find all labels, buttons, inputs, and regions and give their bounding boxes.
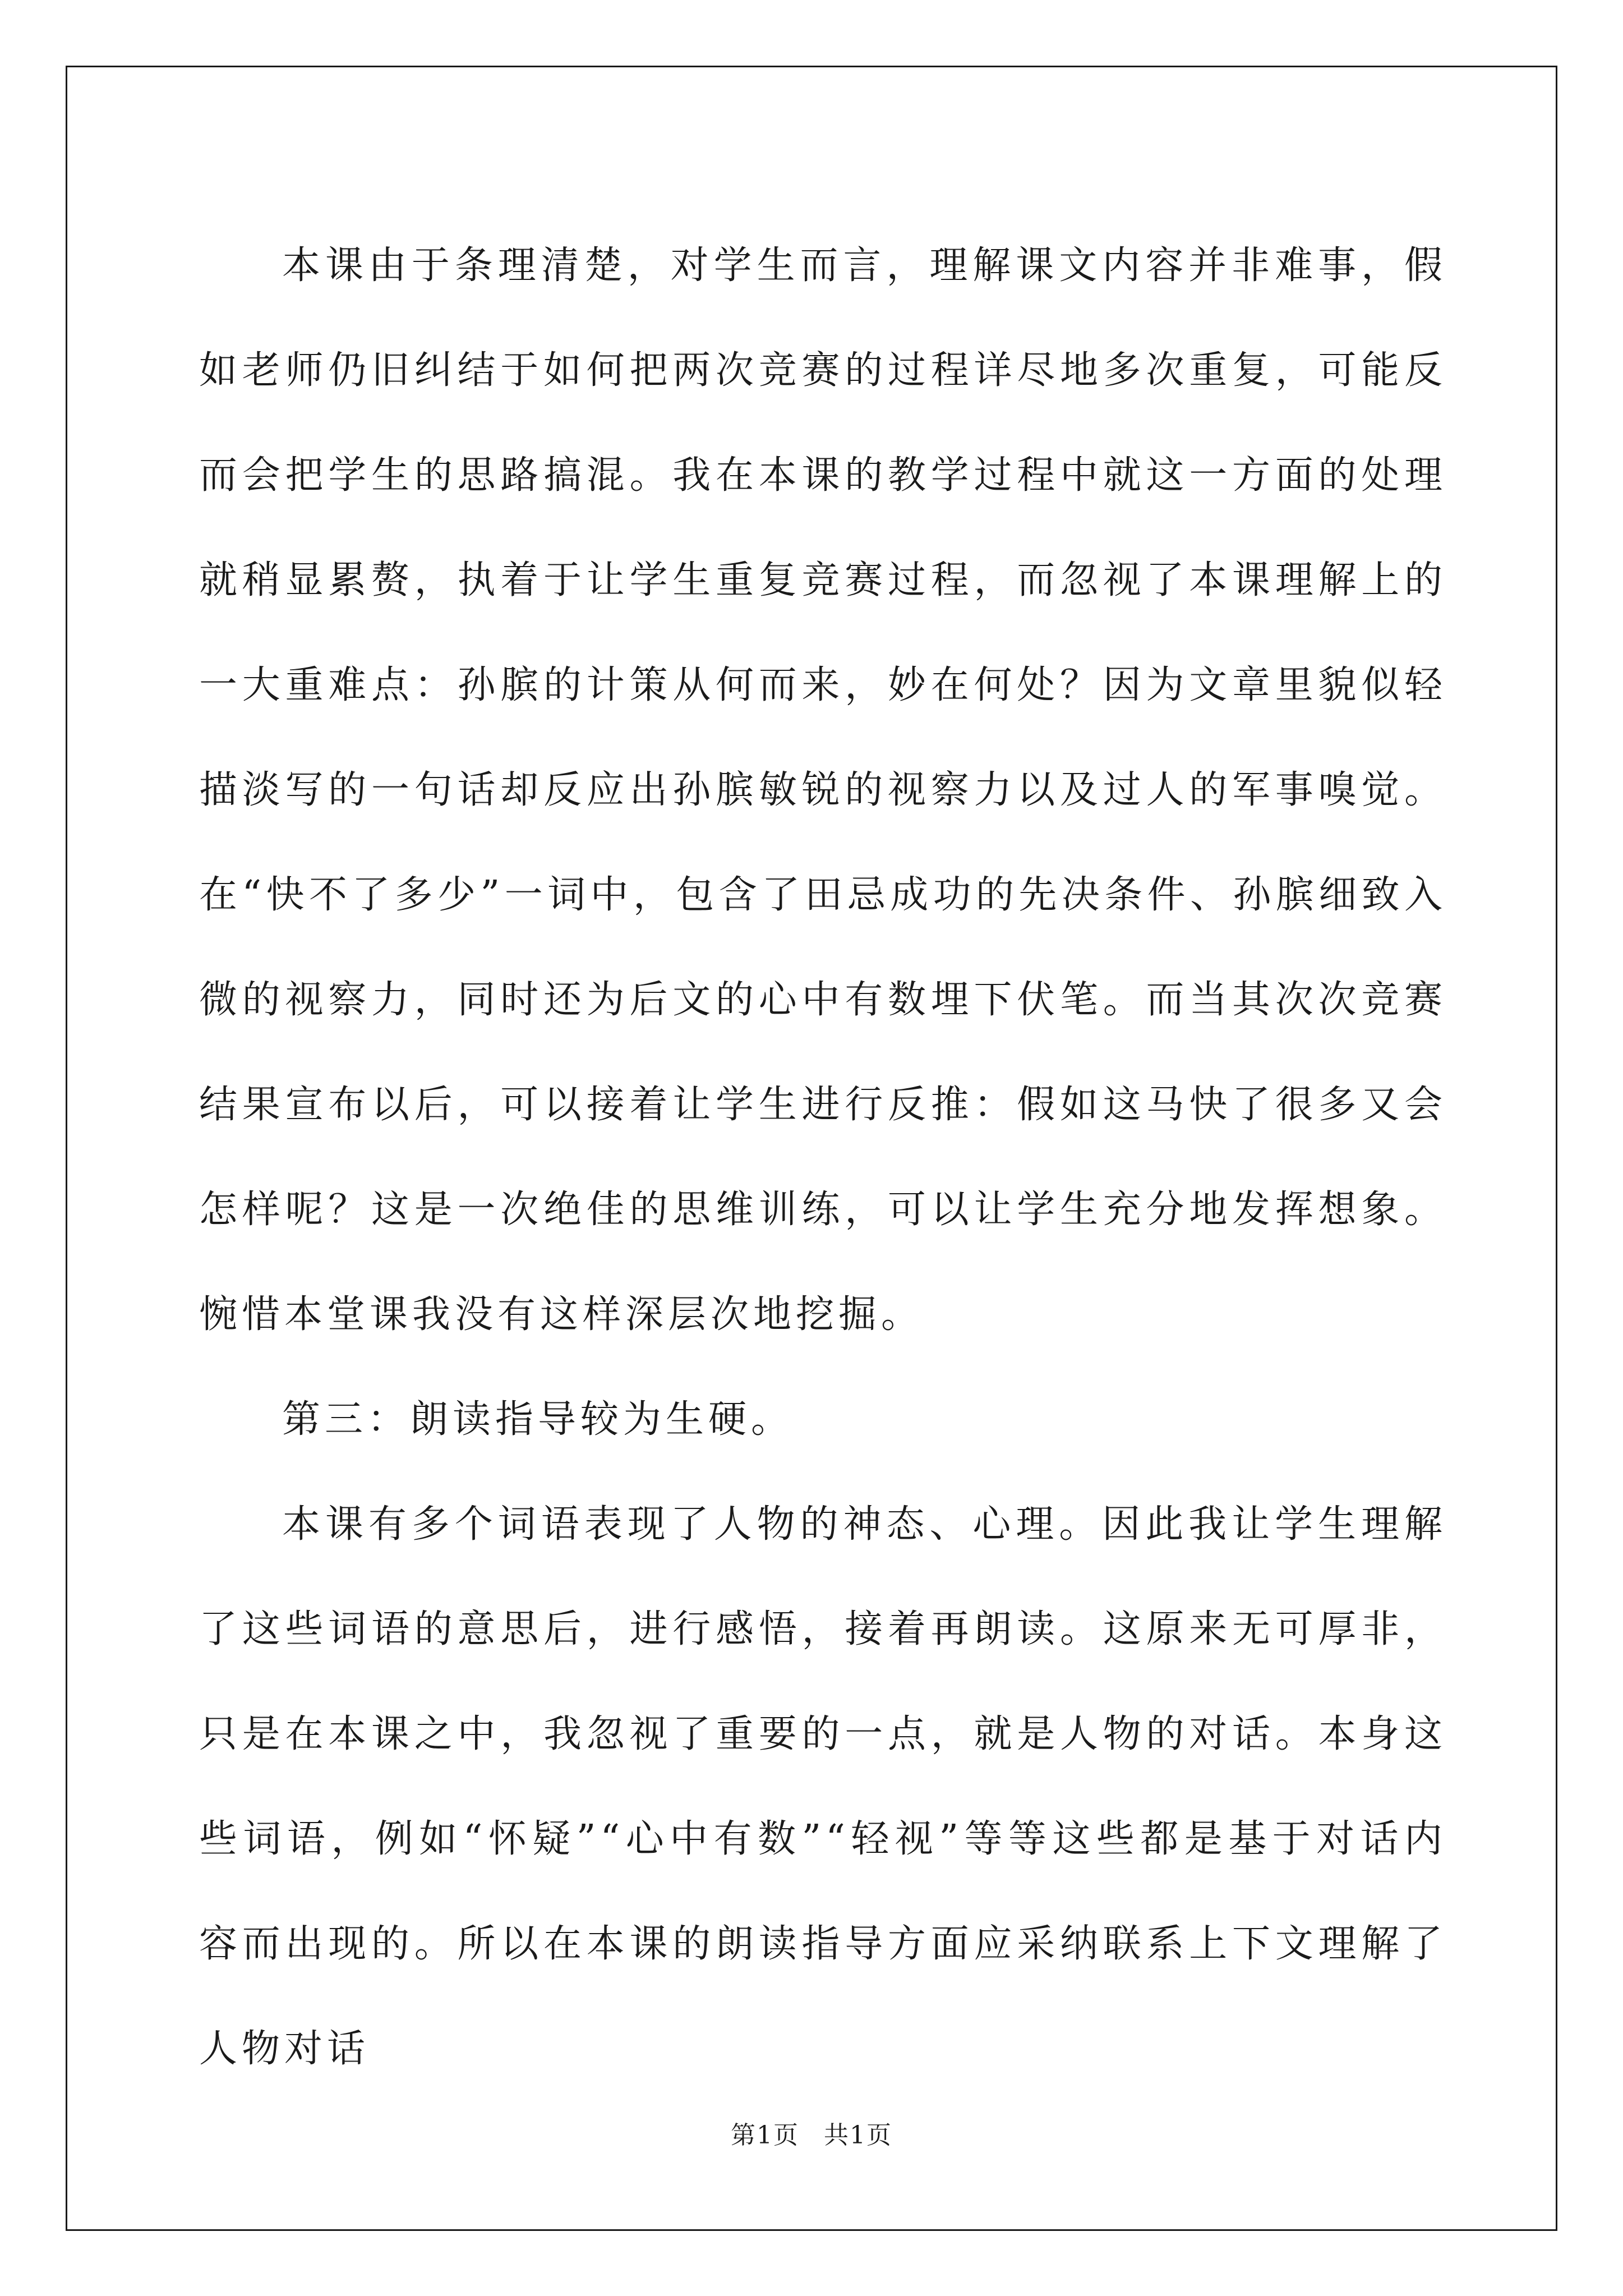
page-total: 共1页	[824, 2121, 892, 2150]
paragraph: 本课有多个词语表现了人物的神态、心理。因此我让学生理解了这些词语的意思后，进行感悟，接着再朗读。这原来无可厚非，只是在本课之中，我忽视了重要的一点，就是人物的对话。本身这些词语，例如“怀疑”“心中有数”“轻视”等等这些都是基于对话内容而出现的。所以在本课的朗读指导方面应采纳联系上下文理解了人物对话	[199, 1502, 1447, 2071]
paragraph: 本课由于条理清楚，对学生而言，理解课文内容并非难事，假如老师仍旧纠结于如何把两次竞赛的过程详尽地多次重复，可能反而会把学生的思路搞混。我在本课的教学过程中就这一方面的处理就稍显累赘，执着于让学生重复竞赛过程，而忽视了本课理解上的一大重难点：孙膑的计策从何而来，妙在何处？因为文章里貌似轻描淡写的一句话却反应出孙膑敏锐的视察力以及过人的军事嗅觉。在“快不了多少”一词中，包含了田忌成功的先决条件、孙膑细致入微的视察力，同时还为后文的心中有数埋下伏笔。而当其次次竞赛结果宣布以后，可以接着让学生进行反推：假如这马快了很多又会怎样呢？这是一次绝佳的思维训练，可以让学生充分地发挥想象。惋惜本堂课我没有这样深层次地挖掘。	[199, 243, 1447, 1337]
page-footer	[0, 2115, 1623, 2151]
page-number: 第1页	[731, 2121, 799, 2150]
document-body	[199, 213, 1447, 2101]
paragraph: 第三：朗读指导较为生硬。	[282, 1397, 794, 1442]
